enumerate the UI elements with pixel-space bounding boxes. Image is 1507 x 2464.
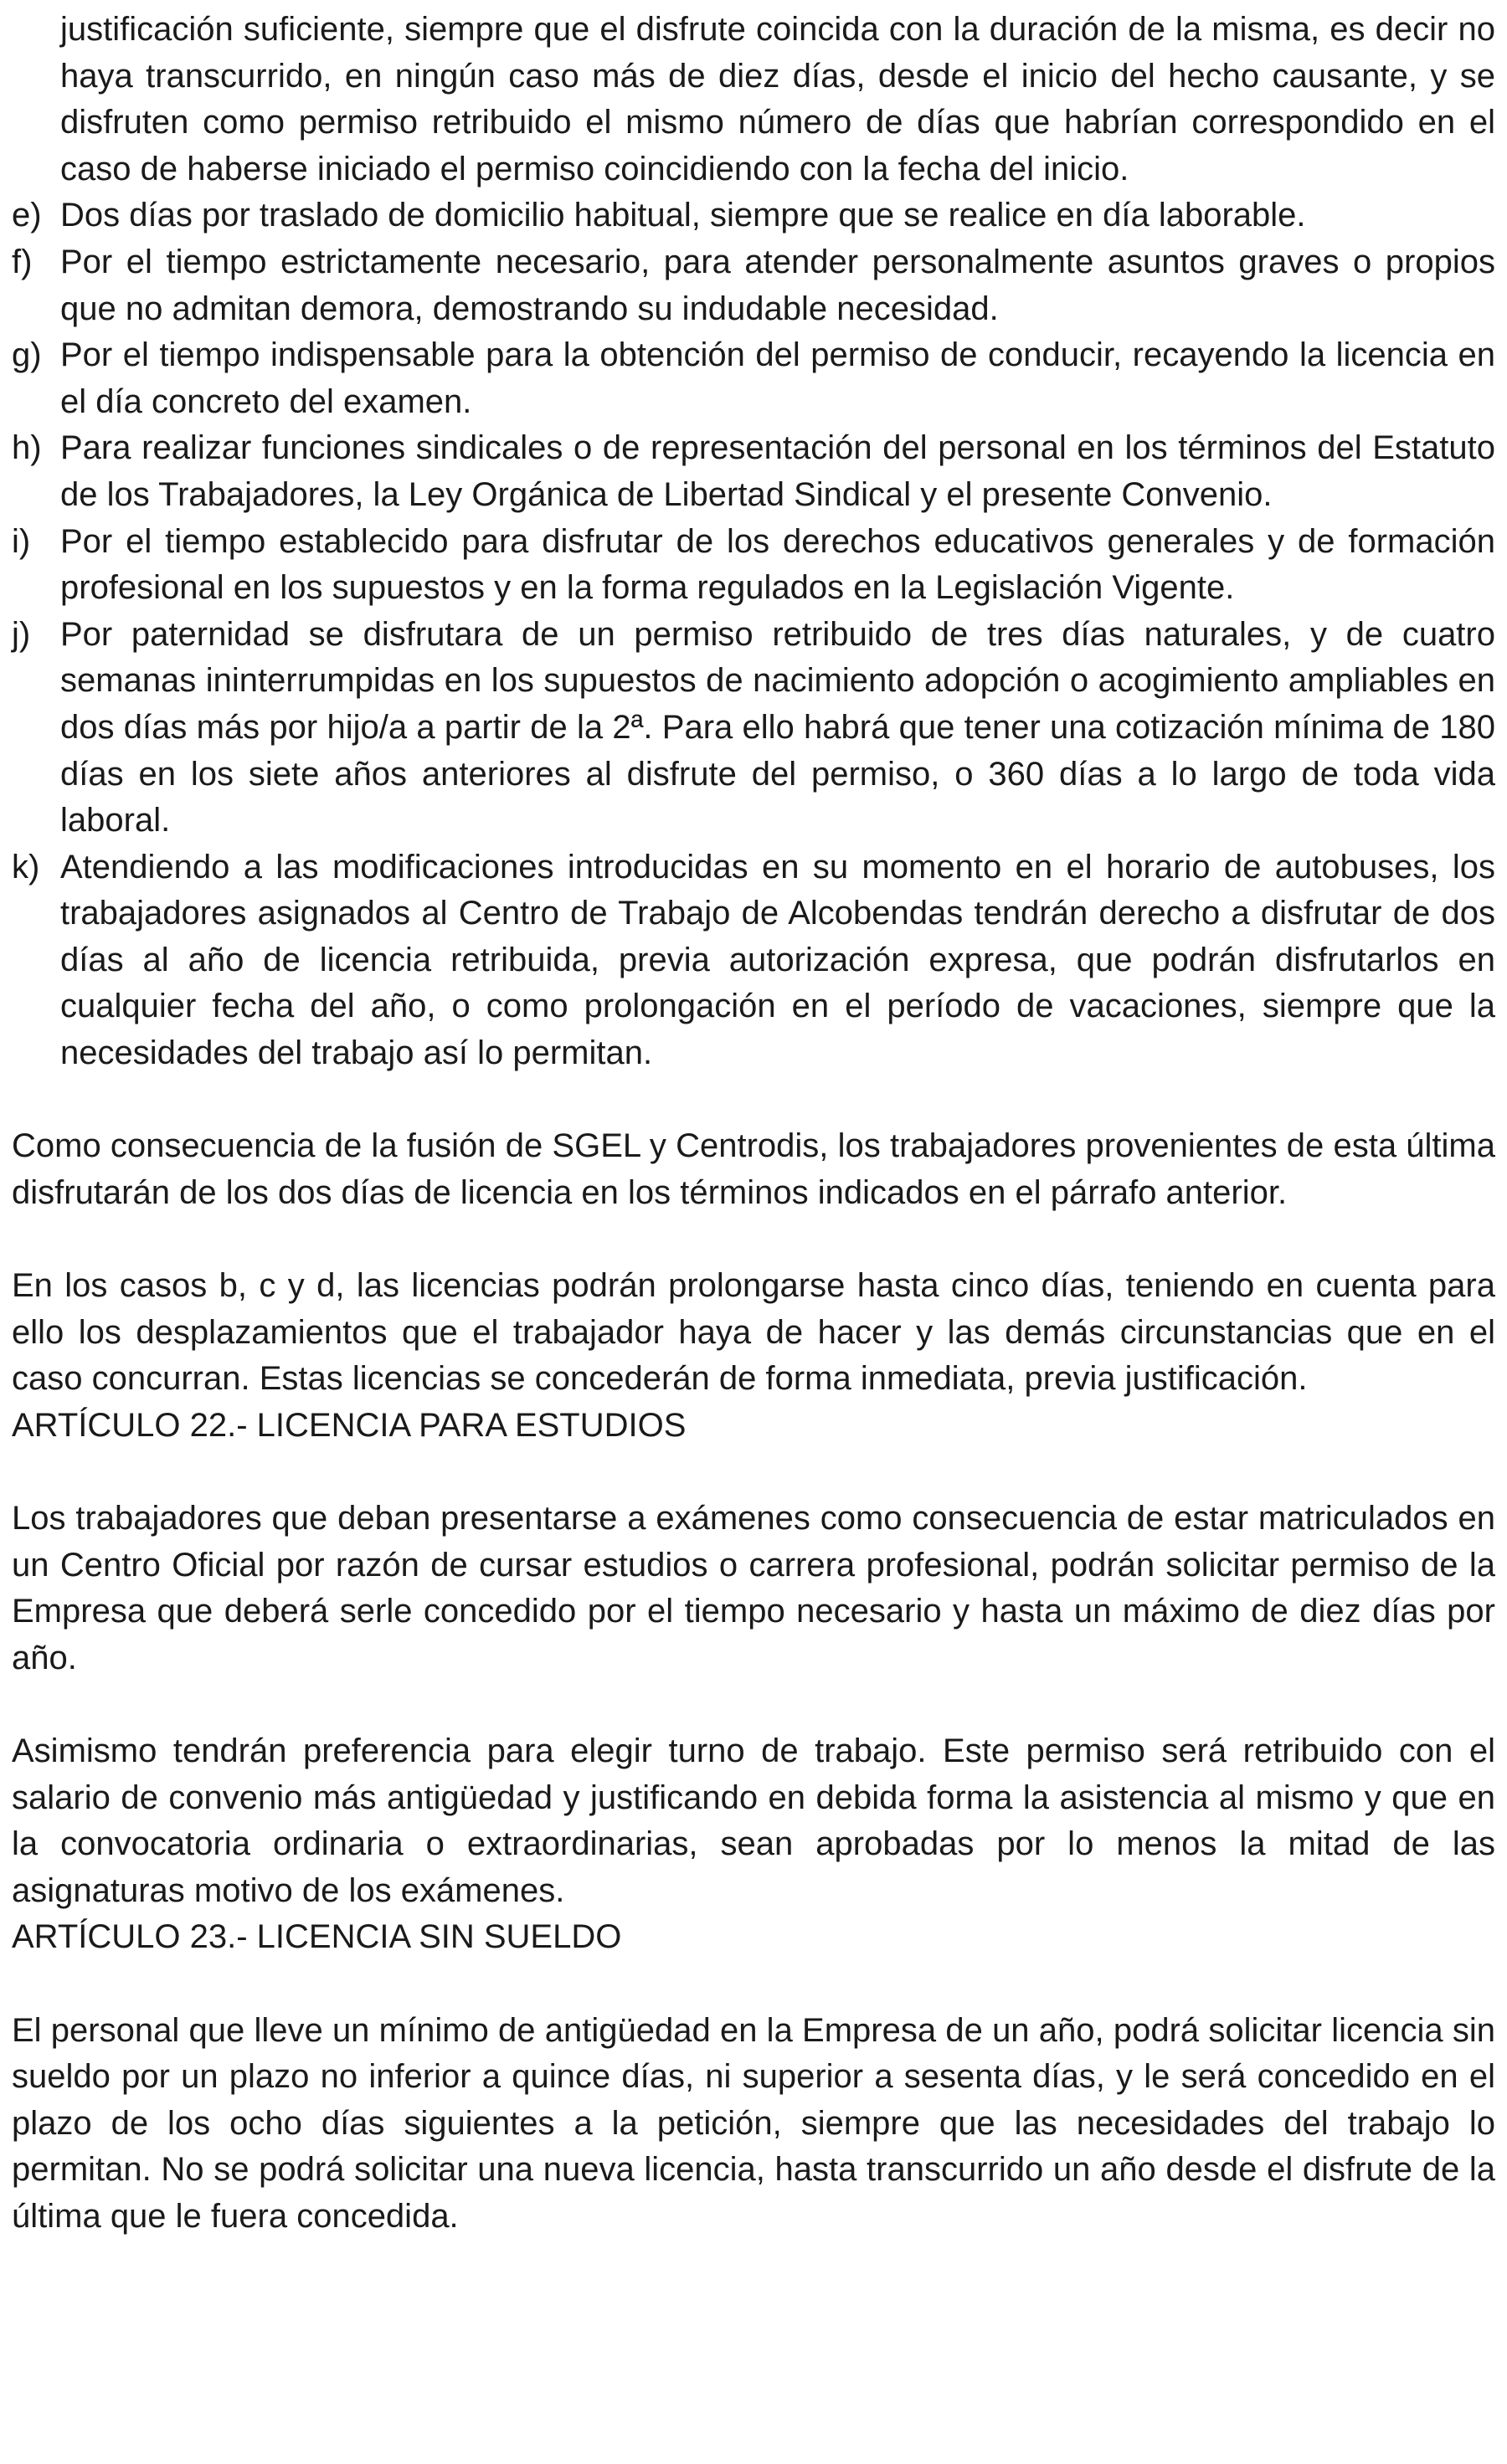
list-marker: f) <box>12 243 33 280</box>
list-marker: j) <box>12 615 31 653</box>
list-marker: k) <box>12 848 40 886</box>
list-item-text: Por el tiempo indispensable para la obtención del permiso de conducir, recayendo la licencia en el día concreto del examen. <box>60 336 1495 420</box>
list-item-text: Para realizar funciones sindicales o de representación del personal en los términos del Estatuto de los Trabajadores, la Ley Orgánica de Libertad Sindical y el presente Convenio. <box>60 429 1495 513</box>
list-item-k <box>12 844 1495 1077</box>
list-item-text: Por paternidad se disfrutara de un permiso retribuido de tres días naturales, y de cuatro semanas ininterrumpidas en los supuestos de nacimiento adopción o acogimiento ampliables en dos días más por hijo/a a partir de la 2ª. Para ello habrá que tener una cotización mínima de 180 días en los siete años anteriores al disfrute del permiso, o 360 días a lo largo de toda vida laboral. <box>60 615 1495 839</box>
article-23-paragraph-1: El personal que lleve un mínimo de antigüedad en la Empresa de un año, podrá solicitar licencia sin sueldo por un plazo no inferior a quince días, ni superior a sesenta días, y le será concedido en el plazo de los ocho días siguientes a la petición, siempre que las necesidades del trabajo lo permitan. No se podrá solicitar una nueva licencia, hasta transcurrido un año desde el disfrute de la última que le fuera concedida. <box>12 2011 1495 2235</box>
list-marker: g) <box>12 336 42 374</box>
list-marker: h) <box>12 429 42 467</box>
list-item-e <box>12 192 1495 239</box>
list-item-text: Por el tiempo estrictamente necesario, para atender personalmente asuntos graves o propios que no admitan demora, demostrando su indudable necesidad. <box>60 243 1495 327</box>
list-item-g <box>12 332 1495 425</box>
list-item-text: Por el tiempo establecido para disfrutar de los derechos educativos generales y de formación profesional en los supuestos y en la forma regulados en la Legislación Vigente. <box>60 522 1495 607</box>
list-item-h <box>12 425 1495 518</box>
list-item-f <box>12 239 1495 332</box>
list-item-j <box>12 612 1495 844</box>
article-22-paragraph-1: Los trabajadores que deban presentarse a exámenes como consecuencia de estar matriculados en un Centro Oficial por razón de cursar estudios o carrera profesional, podrán solicitar permiso de la Empresa que deberá serle concedido por el tiempo necesario y hasta un máximo de diez días por año. <box>12 1500 1495 1676</box>
list-item-i <box>12 519 1495 612</box>
document-page <box>12 7 1495 2241</box>
paragraph-fusion: Como consecuencia de la fusión de SGEL y Centrodis, los trabajadores provenientes de esta última disfrutarán de los dos días de licencia en los términos indicados en el párrafo anterior. <box>12 1127 1495 1211</box>
paragraph-casos: En los casos b, c y d, las licencias podrán prolongarse hasta cinco días, teniendo en cuenta para ello los desplazamientos que el trabajador haya de hacer y las demás circunstancias que en el caso concurran. Estas licencias se concederán de forma inmediata, previa justificación. <box>12 1267 1495 1398</box>
intro-continuation: justificación suficiente, siempre que el disfrute coincida con la duración de la misma, es decir no haya transcurrido, en ningún caso más de diez días, desde el inicio del hecho causante, y se disfruten como permiso retribuido el mismo número de días que habrían correspondido en el caso de haberse iniciado el permiso coincidiendo con la fecha del inicio. <box>60 11 1495 187</box>
list-item-text: Dos días por traslado de domicilio habitual, siempre que se realice en día laborable. <box>60 197 1306 234</box>
list-marker: i) <box>12 522 31 560</box>
licence-list <box>12 192 1495 1076</box>
list-marker: e) <box>12 197 42 234</box>
list-item-text: Atendiendo a las modificaciones introducidas en su momento en el horario de autobuses, los trabajadores asignados al Centro de Trabajo de Alcobendas tendrán derecho a disfrutar de dos días al año de licencia retribuida, previa autorización expresa, que podrán disfrutarlos en cualquier fecha del año, o como prolongación en el período de vacaciones, siempre que la necesidades del trabajo así lo permitan. <box>60 848 1495 1072</box>
article-22-heading: ARTÍCULO 22.- LICENCIA PARA ESTUDIOS <box>12 1406 687 1444</box>
article-23-heading: ARTÍCULO 23.- LICENCIA SIN SUELDO <box>12 1918 622 1956</box>
article-22-paragraph-2: Asimismo tendrán preferencia para elegir turno de trabajo. Este permiso será retribuido con el salario de convenio más antigüedad y justificando en debida forma la asistencia al mismo y que en la convocatoria ordinaria o extraordinarias, sean aprobadas por lo menos la mitad de las asignaturas motivo de los exámenes. <box>12 1732 1495 1909</box>
